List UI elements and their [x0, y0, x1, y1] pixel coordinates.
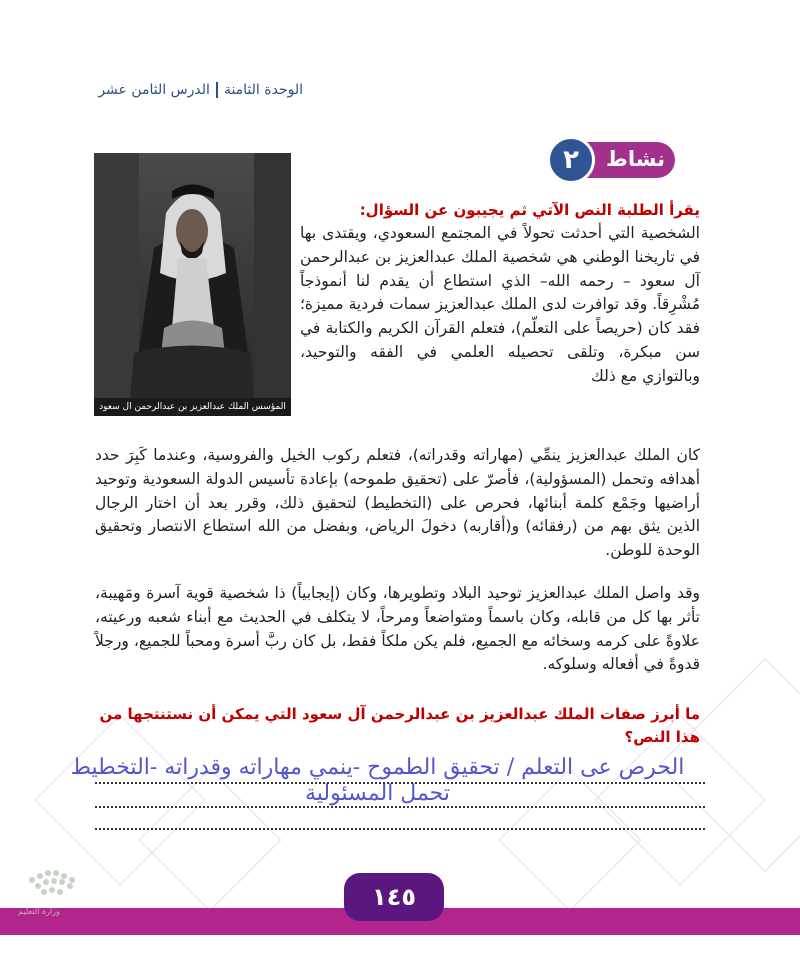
question-text: ما أبرز صفات الملك عبدالعزيز بن عبدالرحمن آل سعود التي يمكن أن نستنتجها من هذا النص؟ — [99, 705, 700, 746]
answer-dotted-line — [95, 828, 705, 830]
answer-dotted-line — [95, 782, 705, 784]
ministry-name: وزارة التعليم — [18, 907, 60, 916]
unit-lesson-header — [98, 82, 303, 98]
paragraph-3: وقد واصل الملك عبدالعزيز توحيد البلاد وتطويرها، وكان (إيجابياً) ذا شخصية قوية آسرة ومَهيبة، تأثر بها كل من قابله، وكان باسماً ومتواضعاً ومرحاً، لا يتكلف في الحديث مع أبناء شعبه ورعيته، علاوةً على كرمه وسخائه مع الجميع، فلم يكن ملكاً فقط، بل كان ربَّ أسرة ومحباً للجميع، ورجلاً قدوةً في أفعاله وسلوكه. — [95, 584, 700, 674]
answer-line-1: الحرص عى التعلم / تحقيق الطموح -ينمي مهاراته وقدراته -التخطيط — [70, 755, 685, 780]
activity-number: ٢ — [547, 136, 595, 184]
activity-label: نشاط — [606, 147, 665, 171]
unit-title: الوحدة الثامنة — [223, 82, 303, 98]
king-portrait-image — [94, 153, 291, 398]
portrait-photo — [94, 153, 291, 416]
photo-caption: المؤسس الملك عبدالعزيز بن عبدالرحمن ال سعود — [94, 398, 291, 416]
page-number: ١٤٥ — [344, 873, 444, 921]
header-divider — [216, 82, 218, 98]
activity-badge — [547, 136, 677, 184]
paragraph-2: كان الملك عبدالعزيز ينمِّي (مهاراته وقدراته)، فتعلم ركوب الخيل والفروسية، وعندما كَبِرَ حدد أهدافه وتحمل (المسؤولية)، فأصرّ على (تحقيق طموحه) بإعادة تأسيس الدولة السعودية وتوحيد أراضيها وجَمْع كلمة أبنائها، فحرص على (التخطيط) لتحقيق ذلك، وقرر بعد أن اختار الرجال الذين يثق بهم من (رفقائه) و(أقاربه) دخولَ الرياض، وبفضل من الله استطاع الانتصار وتحقيق الوحدة للوطن. — [95, 446, 700, 560]
activity-instruction: يقرأ الطلبة النص الآتي ثم يجيبون عن السؤال: — [359, 201, 700, 219]
answer-line-2: تحمل المسئولية — [305, 781, 450, 806]
lesson-title: الدرس الثامن عشر — [98, 82, 210, 98]
handwritten-answer[interactable] — [40, 755, 715, 807]
paragraph-1: الشخصية التي أحدثت تحولاً في المجتمع السعودي، ويقتدى بها في تاريخنا الوطني هي شخصية الملك عبدالعزيز بن عبدالرحمن آل سعود – رحمه الله– الذي استطاع أن يقدم لنا أنموذجاً مُشْرِقاً. وقد توافرت لدى الملك عبدالعزيز سمات فردية مميزة؛ فقد كان (حريصاً على التعلّم)، فتعلم القرآن الكريم والكتابة في سن مبكرة، وتلقى تحصيله العلمي في الفقه والتوحيد، وبالتوازي مع ذلك — [300, 224, 700, 385]
answer-dotted-line — [95, 806, 705, 808]
